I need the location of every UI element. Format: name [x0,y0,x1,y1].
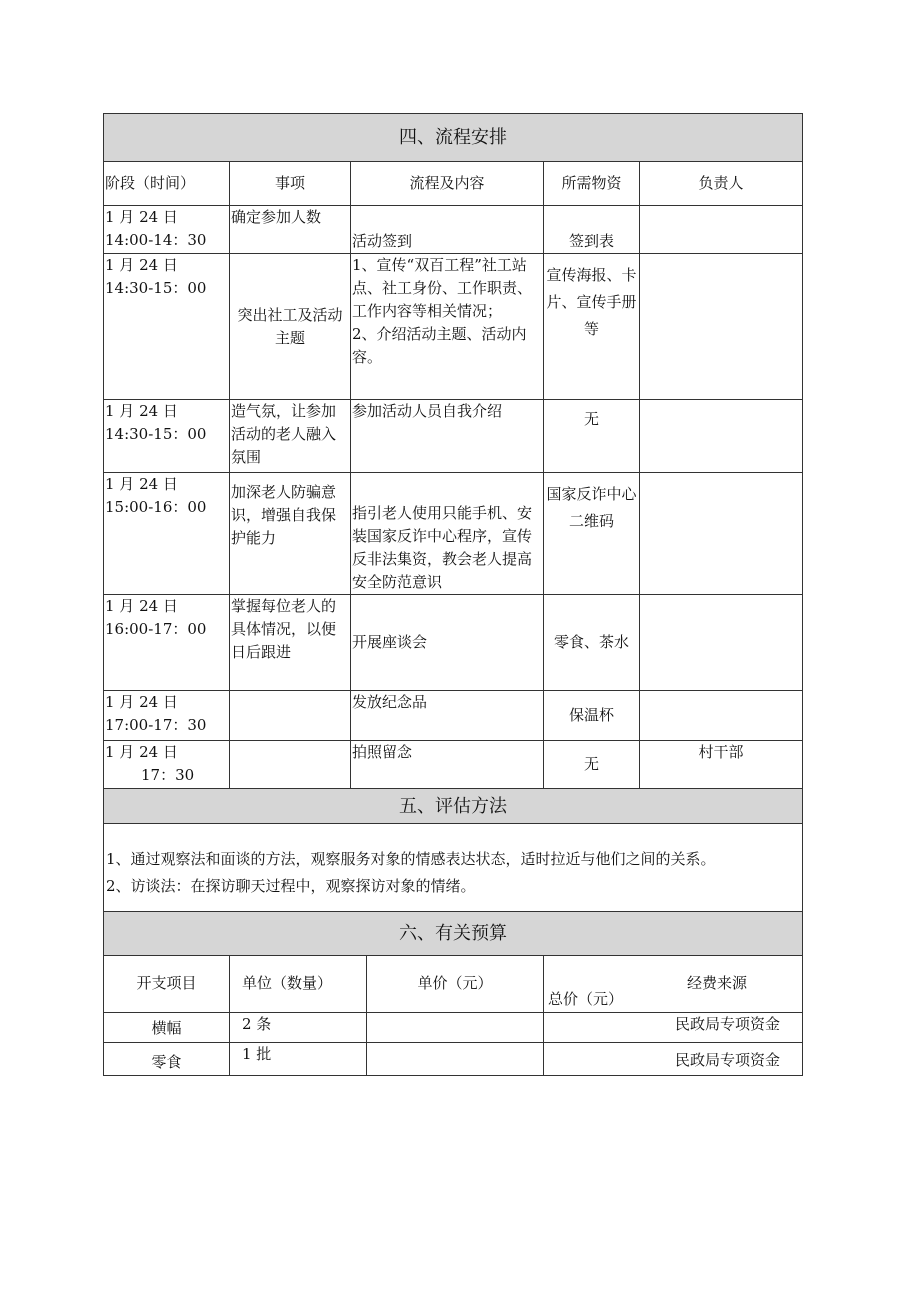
budget-price-cell [367,1043,544,1076]
header-total-and-source [544,956,803,1013]
owner-cell [640,254,803,400]
evaluation-line: 1、通过观察法和面谈的方法，观察服务对象的情感表达状态，适时拉近与他们之间的关系。 [106,850,716,868]
table-row [104,741,803,789]
header-owner: 负责人 [640,162,803,206]
header-content: 流程及内容 [351,162,544,206]
budget-table [103,955,803,1076]
owner-cell: 村干部 [640,741,803,789]
header-item: 事项 [230,162,351,206]
stage-cell: 1 月 24 日 15:00-16：00 [104,473,230,595]
table-row [104,595,803,691]
content-cell: 活动签到 [351,206,544,254]
activity-plan-document [103,113,802,1076]
table-row [104,473,803,595]
schedule-table [103,113,803,956]
content-cell: 开展座谈会 [351,595,544,691]
item-cell: 加深老人防骗意识，增强自我保护能力 [230,473,351,595]
owner-cell [640,400,803,473]
materials-cell: 零食、茶水 [544,595,640,691]
budget-source-cell: 民政局专项资金 [544,1043,803,1076]
materials-cell: 保温杯 [544,691,640,741]
owner-cell [640,691,803,741]
header-expense-item: 开支项目 [104,956,230,1013]
evaluation-text [104,824,803,912]
budget-item-cell: 横幅 [104,1013,230,1043]
stage-cell: 1 月 24 日 16:00-17：00 [104,595,230,691]
item-cell: 掌握每位老人的具体情况，以便日后跟进 [230,595,351,691]
budget-unit-cell: 2 条 [230,1013,367,1043]
section-title-schedule: 四、流程安排 [104,114,803,162]
schedule-header-row [104,162,803,206]
header-unit-price: 单价（元） [367,956,544,1013]
content-cell: 1、宣传“双百工程”社工站点、社工身份、工作职责、工作内容等相关情况； 2、介绍活动主题、活动内容。 [351,254,544,400]
owner-cell [640,473,803,595]
evaluation-line: 2、访谈法：在探访聊天过程中，观察探访对象的情绪。 [106,877,476,895]
table-row [104,254,803,400]
content-cell: 拍照留念 [351,741,544,789]
header-funding-source: 经费来源 [687,974,748,992]
content-cell: 参加活动人员自我介绍 [351,400,544,473]
item-cell [230,691,351,741]
table-row [104,1043,803,1076]
materials-cell: 无 [544,741,640,789]
owner-cell [640,595,803,691]
item-cell [230,741,351,789]
budget-source-cell: 民政局专项资金 [544,1013,803,1043]
item-cell: 造气氛，让参加活动的老人融入氛围 [230,400,351,473]
stage-cell: 1 月 24 日 14:30-15：00 [104,254,230,400]
content-cell: 指引老人使用只能手机、安装国家反诈中心程序，宣传反非法集资，教会老人提高安全防范意识 [351,473,544,595]
stage-cell: 1 月 24 日 14:30-15：00 [104,400,230,473]
table-row [104,206,803,254]
header-total-price: 总价（元） [548,990,624,1008]
materials-cell: 无 [544,400,640,473]
stage-cell: 1 月 24 日 17：30 [104,741,230,789]
section-title-budget: 六、有关预算 [104,912,803,956]
budget-price-cell [367,1013,544,1043]
stage-cell: 1 月 24 日 17:00-17：30 [104,691,230,741]
materials-cell: 签到表 [544,206,640,254]
materials-cell: 国家反诈中心二维码 [544,473,640,595]
header-unit-qty: 单位（数量） [230,956,367,1013]
owner-cell [640,206,803,254]
table-row [104,691,803,741]
budget-header-row [104,956,803,1013]
header-materials: 所需物资 [544,162,640,206]
item-cell: 确定参加人数 [230,206,351,254]
budget-item-cell: 零食 [104,1043,230,1076]
item-cell: 突出社工及活动主题 [230,254,351,400]
stage-cell: 1 月 24 日 14:00-14：30 [104,206,230,254]
section-title-evaluation: 五、评估方法 [104,789,803,824]
header-stage: 阶段（时间） [104,162,230,206]
table-row [104,1013,803,1043]
content-cell: 发放纪念品 [351,691,544,741]
budget-unit-cell: 1 批 [230,1043,367,1076]
table-row [104,400,803,473]
materials-cell: 宣传海报、卡片、宣传手册等 [544,254,640,400]
